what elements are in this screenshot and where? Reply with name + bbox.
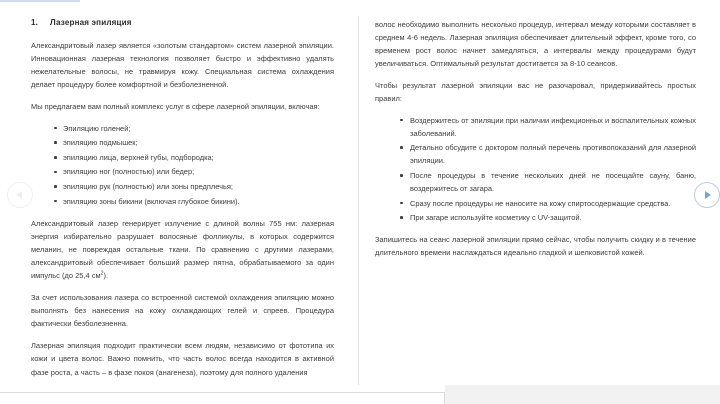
paragraph-cooling: За счет использования лазера со встроенной системой охлаждения эпиляцию можно выполнять без нанесения на кожу охлаждающих гелей и спреев. Процедура фактически безболезненна. bbox=[31, 293, 334, 329]
paragraph-call-to-action: Запишитесь на сеанс лазерной эпиляции прямо сейчас, чтобы получить скидку и в течение длительного времени наслаждаться идеально гладкой и шелковистой кожей. bbox=[375, 235, 696, 258]
list-item bbox=[55, 180, 334, 193]
list-item bbox=[401, 141, 696, 167]
list-item-label: эпиляцию рук (полностью) или зоны предплечья; bbox=[63, 181, 233, 191]
list-item-label: эпиляцию зоны бикини (включая глубокое бикини). bbox=[63, 196, 240, 206]
list-item-label: эпиляцию подмышек; bbox=[63, 138, 138, 148]
heading-number: 1. bbox=[31, 18, 39, 27]
paragraph-wavelength-text: Александритовый лазер генерирует излучение с длиной волны 755 нм: лазерная энергия избирательно разрушает волосяные фолликулы, в которых содержится меланин, не повреждая остальные ткани. По сравнению с другими лазерами, александритовый обеспечивает больший размер пятна, обрабатываемого за один импульс (до 25,4 см bbox=[31, 218, 334, 281]
list-item bbox=[55, 136, 334, 149]
list-item bbox=[55, 195, 334, 208]
list-item bbox=[401, 169, 696, 195]
list-item bbox=[401, 197, 696, 210]
list-item-label: После процедуры в течение нескольких дней не посещайте сауну, баню, воздержитесь от загара. bbox=[410, 170, 696, 194]
list-item-label: Детально обсудите с доктором полный перечень противопоказаний для лазерной эпиляции. bbox=[410, 143, 696, 166]
list-item-label: Эпиляцию голеней; bbox=[63, 123, 131, 133]
paragraph-wavelength-tail: ). bbox=[103, 271, 109, 281]
next-page-top-edge bbox=[0, 393, 445, 404]
list-item bbox=[401, 114, 696, 140]
list-item-label: При загаре используйте косметику с UV-защитой. bbox=[410, 213, 582, 223]
previous-page-button[interactable] bbox=[7, 182, 33, 208]
page-title bbox=[31, 18, 334, 28]
paragraph-intro: Александритовый лазер является «золотым стандартом» систем лазерной эпиляции. Инновационная лазерная технология позволяет быстро и эффективно удалять нежелательные волосы, не травмируя кожу. Специальная система охлаждения делает процедуру более комфортной и безболезненной. bbox=[31, 41, 334, 90]
paragraph-services-lead: Мы предлагаем вам полный комплекс услуг в сфере лазерной эпиляции, включая: bbox=[31, 102, 320, 112]
list-item-label: эпиляцию лица, верхней губы, подбородка; bbox=[63, 152, 214, 162]
page-column-right bbox=[359, 0, 720, 269]
paragraph-wavelength bbox=[31, 217, 334, 282]
paragraph-sessions: волос необходимо выполнить несколько процедур, интервал между которыми составляет в среднем 4-6 недель. Лазерная эпиляция обеспечивает длительный эффект, кроме того, со временем рост волос начнет замедляться, а интервалы между процедурами будут увеличиваться. Оптимальный результат достигается за 8-10 сеансов. bbox=[375, 20, 696, 69]
page-bottom-border bbox=[0, 392, 445, 393]
list-item bbox=[55, 165, 334, 178]
page-column-left bbox=[0, 0, 358, 388]
list-item bbox=[55, 122, 334, 135]
list-item bbox=[55, 151, 334, 164]
chevron-left-icon bbox=[16, 191, 22, 199]
heading-title: Лазерная эпиляция bbox=[50, 18, 132, 27]
next-page-button[interactable] bbox=[694, 182, 720, 208]
paragraph-rules-lead: Чтобы результат лазерной эпиляции вас не разочаровал, придерживайтесь простых правил: bbox=[375, 81, 696, 104]
page-bottom-gutter bbox=[445, 385, 720, 404]
list-item-label: Воздержитесь от эпиляции при наличии инфекционных и воспалительных кожных заболеваний. bbox=[410, 115, 696, 138]
list-item-label: эпиляцию ног (полностью) или бедер; bbox=[63, 167, 195, 177]
chevron-right-icon bbox=[705, 191, 711, 199]
superscript-square: 2 bbox=[100, 270, 104, 277]
list-item bbox=[401, 211, 696, 224]
paragraph-phototype: Лазерная эпиляция подходит практически всем людям, независимо от фототипа их кожи и цвета волос. Важно помнить, что часть волос всегда находится в активной фазе роста, а часть – в фазе покоя (анагенеза), поэтому для полного удаления bbox=[31, 341, 334, 377]
services-list bbox=[31, 122, 334, 208]
list-item-label: Сразу после процедуры не наносите на кожу спиртосодержащие средства. bbox=[410, 198, 671, 208]
rules-list bbox=[375, 114, 696, 225]
